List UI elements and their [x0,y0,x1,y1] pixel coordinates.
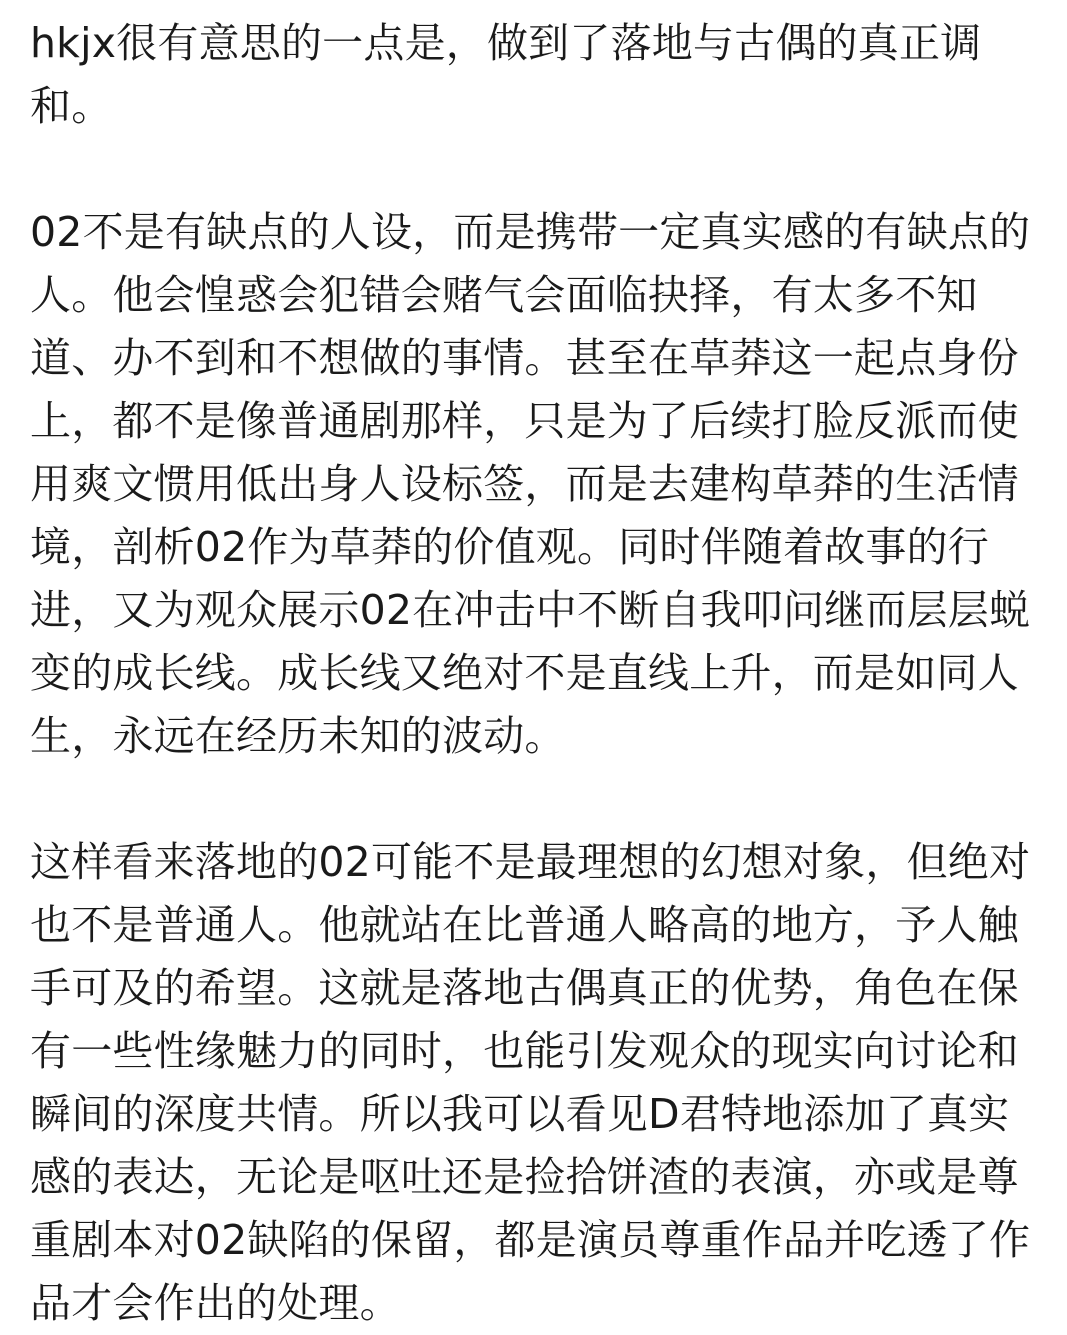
paragraph-intro: hkjx很有意思的一点是，做到了落地与古偶的真正调和。 [30,19,982,130]
paragraph-character: 02不是有缺点的人设，而是携带一定真实感的有缺点的人。他会惶惑会犯错会赌气会面临抉择，有太多不知道、办不到和不想做的事情。甚至在草莽这一起点身份上，都不是像普通剧那样，只是为了后续打脸反派而使用爽文惯用低出身人设标签，而是去建构草莽的生活情境，剖析02作为草莽的价值观。同时伴随着故事的行进，又为观众展示02在冲击中不断自我叩问继而层层蜕变的成长线。成长线又绝对不是直线上升，而是如同人生，永远在经历未知的波动。 [30,208,1031,760]
paragraph-spacer [30,138,1045,201]
paragraph-spacer [30,768,1045,831]
article-body [30,12,1045,1335]
paragraph-conclusion: 这样看来落地的02可能不是最理想的幻想对象，但绝对也不是普通人。他就站在比普通人略高的地方，予人触手可及的希望。这就是落地古偶真正的优势，角色在保有一些性缘魅力的同时，也能引发观众的现实向讨论和瞬间的深度共情。所以我可以看见D君特地添加了真实感的表达，无论是呕吐还是捡拾饼渣的表演，亦或是尊重剧本对02缺陷的保留，都是演员尊重作品并吃透了作品才会作出的处理。 [30,838,1031,1327]
